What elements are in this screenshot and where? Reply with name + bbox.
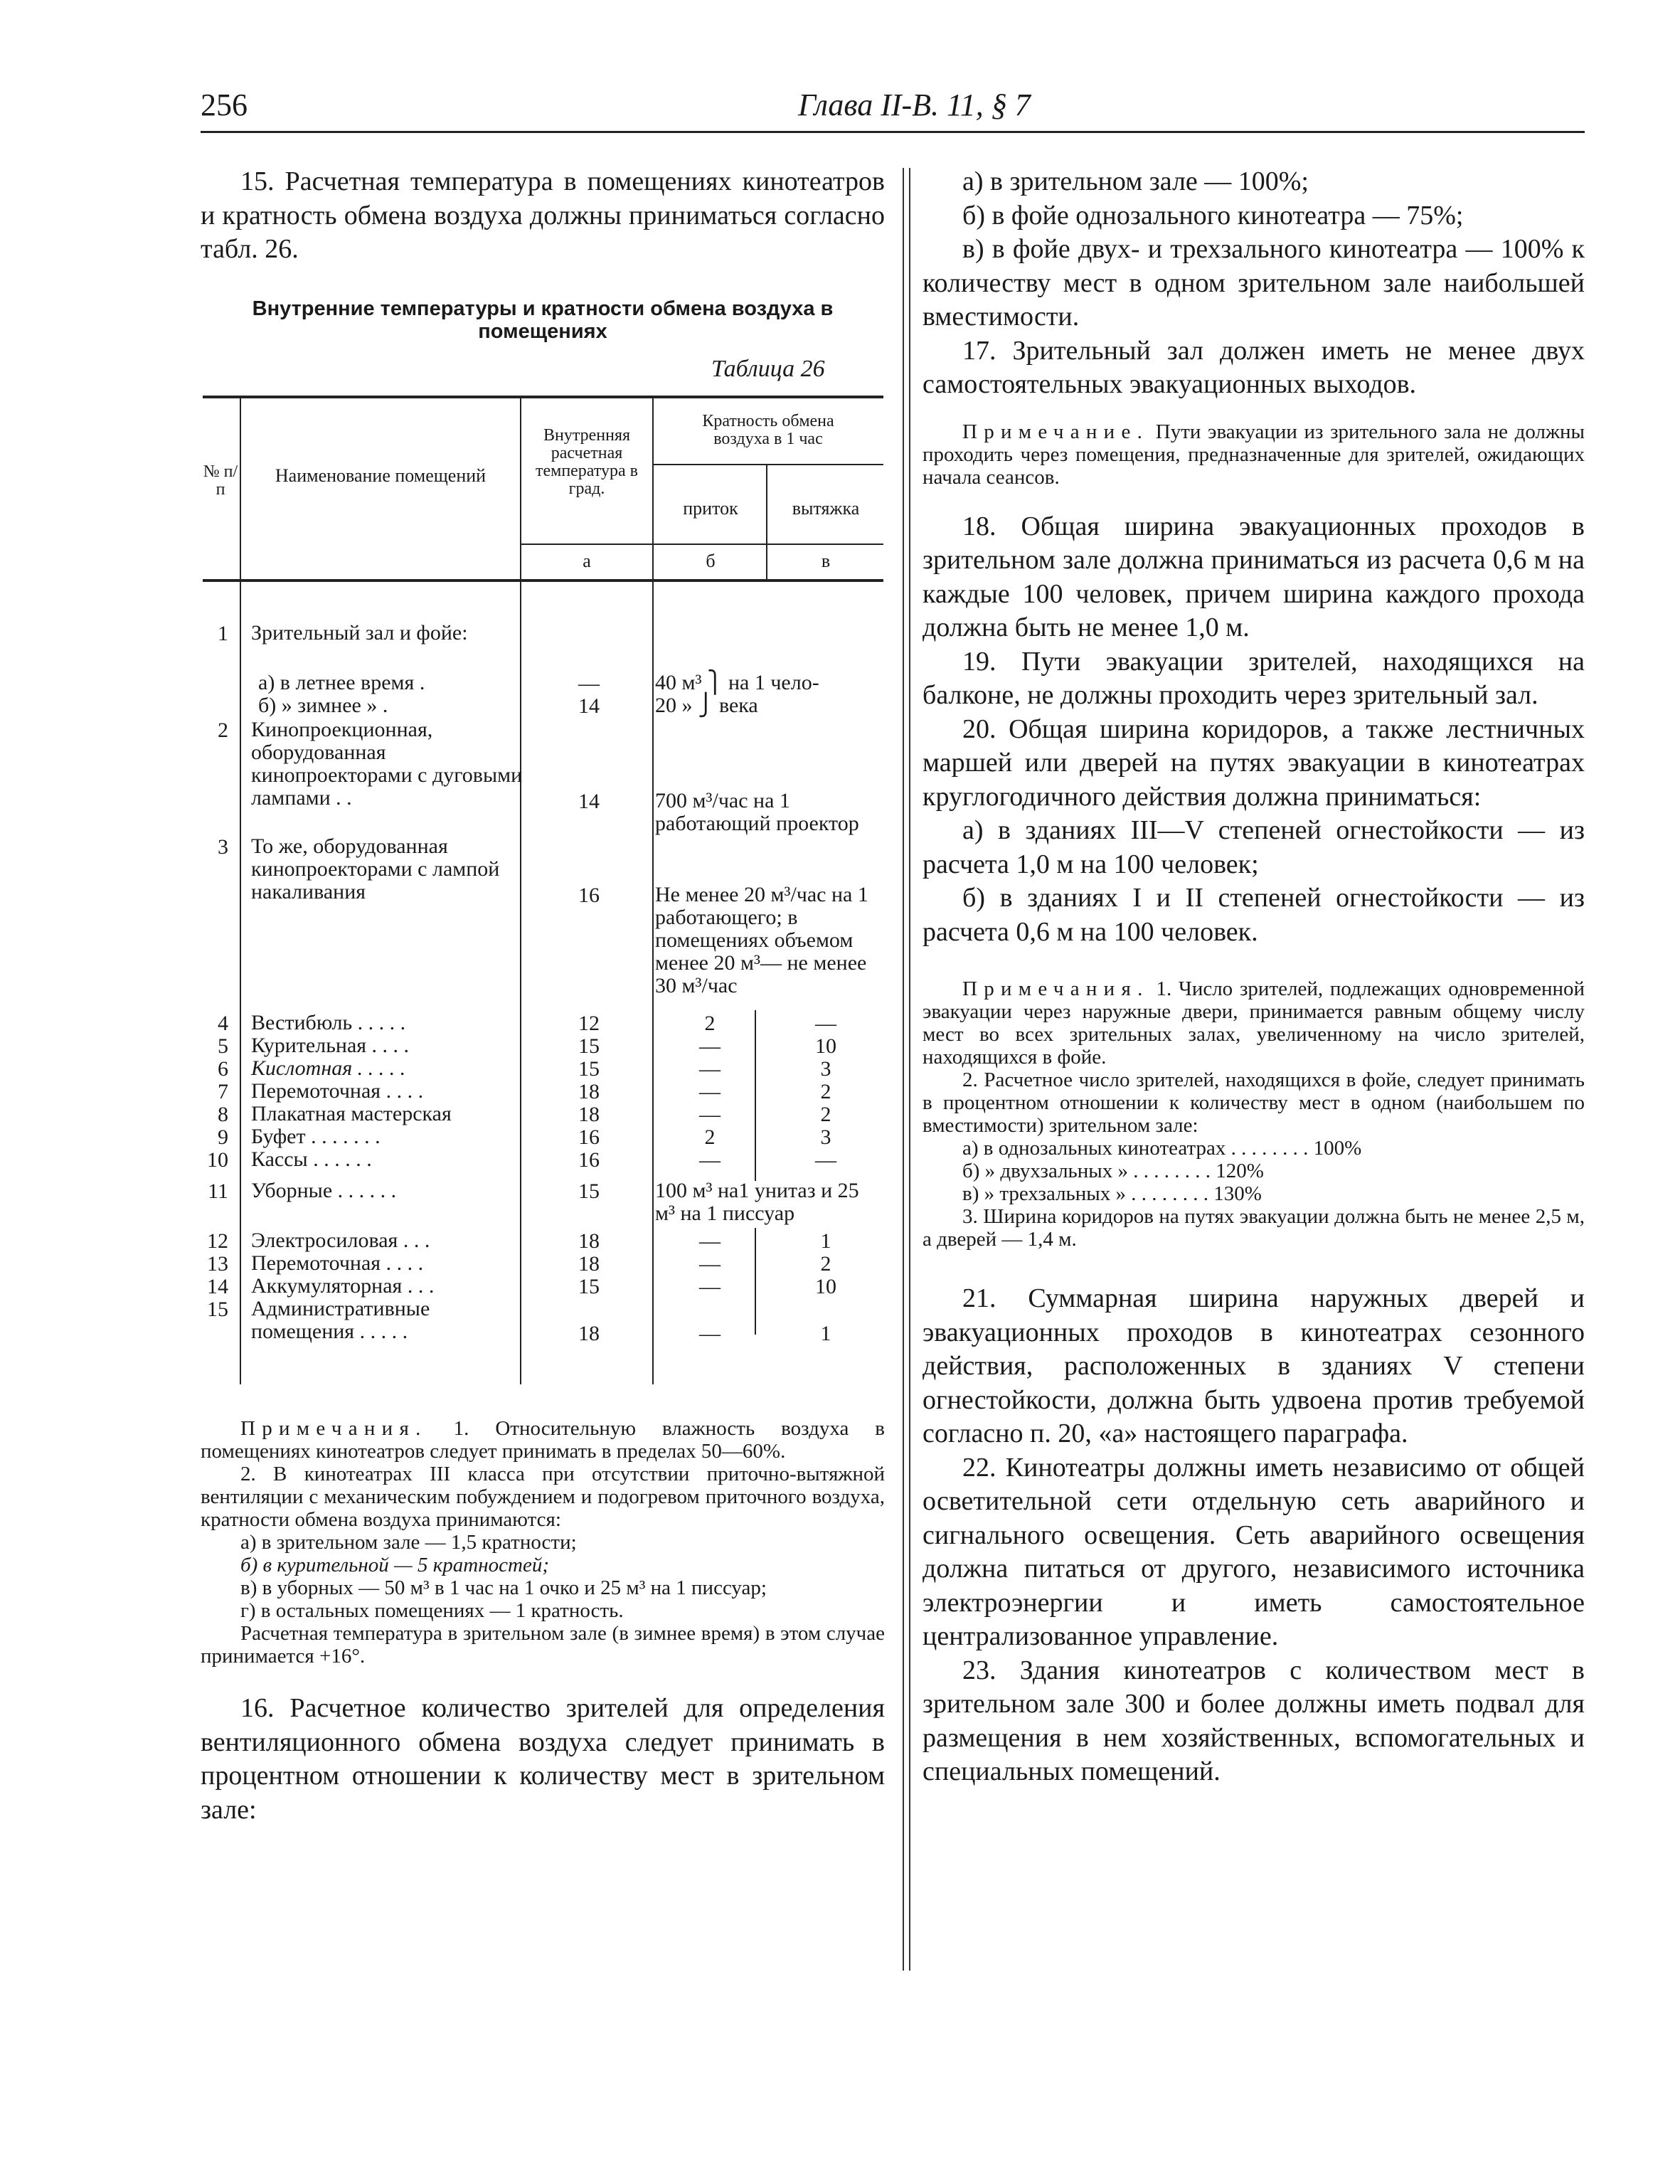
header-supply: приток xyxy=(683,498,738,519)
paragraph-17: 17. Зрительный зал должен иметь не менее двух самостоятельных эвакуационных выходов. xyxy=(923,335,1585,399)
table-header-rule xyxy=(652,464,883,465)
row-number: 14 xyxy=(207,1275,228,1298)
table-26 xyxy=(203,396,883,1406)
note-17 xyxy=(923,420,1585,489)
note-20-2v: в) » трехзальных » . . . . . . . . 130% xyxy=(962,1182,1262,1205)
row-supply: — xyxy=(699,1252,721,1276)
row-number: 7 xyxy=(218,1080,228,1103)
row-name: Перемоточная . . . . xyxy=(251,1079,424,1103)
left-column-bottom xyxy=(201,1417,885,1827)
paragraph-20: 20. Общая ширина коридоров, а также лестничных маршей или дверей на путях эвакуации в кинотеатрах круглогодичного действия должна приниматься: xyxy=(923,714,1585,812)
row-supply: — xyxy=(699,1275,721,1298)
note-20-1 xyxy=(923,977,1585,1069)
row-number: 4 xyxy=(218,1012,228,1035)
paragraph-15: 15. Расчетная температура в помещениях кинотеатров и кратность обмена воздуха должны приниматься согласно табл. 26. xyxy=(201,166,885,264)
row-name: Кислотная . . . . . xyxy=(251,1056,406,1080)
row-name: Кассы . . . . . . xyxy=(251,1147,372,1171)
row-name: Зрительный зал и фойе: xyxy=(251,621,468,645)
note-17-text: Пути эвакуации из зрительного зала не должны проходить через помещения, предназначенные для зрителей, ожидающих начала сеансов. xyxy=(923,420,1585,489)
row-number: 2 xyxy=(218,719,228,742)
row-temp: 15 xyxy=(578,1057,600,1081)
right-column xyxy=(923,165,1585,1789)
row-exhaust: 2 xyxy=(820,1252,831,1276)
column-divider xyxy=(903,168,904,1971)
table-note-2: 2. В кинотеатрах III класса при отсутствии приточно-вытяжной вентиляции с механическим побуждением и подогревом приточного воздуха, кратности обмена воздуха принимаются: xyxy=(201,1463,885,1531)
note-20-2b: б) » двухзальных » . . . . . . . . 120% xyxy=(962,1160,1264,1182)
paragraph-16b: б) в фойе однозального кинотеатра — 75%; xyxy=(962,200,1464,230)
table-note-2a: а) в зрительном зале — 1,5 кратности; xyxy=(240,1531,577,1554)
row-exchange: 40 м³ ⎫ на 1 чело- xyxy=(655,671,819,694)
table-col-rule xyxy=(766,464,767,579)
row-temp: 16 xyxy=(578,884,600,907)
row-number: 6 xyxy=(218,1057,228,1081)
row-name: Электросиловая . . . xyxy=(251,1229,430,1252)
header-exchange: Кратность обмена воздуха в 1 час xyxy=(702,412,834,448)
row-temp: 15 xyxy=(578,1034,600,1058)
row-temp: 16 xyxy=(578,1148,600,1172)
row-temp: 18 xyxy=(578,1080,600,1103)
paragraph-22: 22. Кинотеатры должны иметь независимо от общей осветительной сети отдельную сеть аварийного и сигнального освещения. Сеть аварийного освещения должна питаться от другого, независимого источника электроэнергии и иметь самостоятельное централизованное управление. xyxy=(923,1452,1585,1651)
row-supply: 2 xyxy=(704,1125,716,1149)
row-name: Уборные . . . . . . xyxy=(251,1179,397,1202)
row-number: 12 xyxy=(207,1229,228,1253)
row-name: б) » зимнее » . xyxy=(258,694,388,717)
row-name: Буфет . . . . . . . xyxy=(251,1125,381,1148)
note-20-3: 3. Ширина коридоров на путях эвакуации должна быть не менее 2,5 м, а дверей — 1,4 м. xyxy=(923,1205,1585,1251)
table-top-rule xyxy=(203,396,883,398)
row-name: Административные помещения . . . . . xyxy=(251,1297,430,1343)
row-temp: 15 xyxy=(578,1180,600,1203)
paragraph-18: 18. Общая ширина эвакуационных проходов в зрительном зале должна приниматься из расчета 0,6 м на каждые 100 человек, причем ширина каждого прохода должна быть не менее 1,0 м. xyxy=(923,511,1585,642)
row-number: 11 xyxy=(208,1180,228,1203)
row-number: 5 xyxy=(218,1034,228,1058)
header-no: № п/п xyxy=(203,462,238,499)
row-supply: — xyxy=(699,1034,721,1058)
row-exchange: 20 » ⎭ века xyxy=(655,694,758,717)
header-col-v: в xyxy=(821,551,831,571)
row-temp: 18 xyxy=(578,1229,600,1253)
header-name: Наименование помещений xyxy=(275,465,487,486)
row-temp: 18 xyxy=(578,1252,600,1276)
row-supply: — xyxy=(699,1103,721,1126)
paragraph-16v: в) в фойе двух- и трехзального кинотеатра — 100% к количеству мест в одном зрительном зале наибольшей вместимости. xyxy=(923,234,1585,332)
table-note-2v: в) в уборных — 50 м³ в 1 час на 1 очко и 25 м³ на 1 писсуар; xyxy=(240,1576,767,1599)
paragraph-21: 21. Суммарная ширина наружных дверей и эвакуационных проходов в кинотеатрах сезонного действия, расположенных в зданиях V степени огнестойкости, должна быть удвоена против требуемой согласно п. 20, «а» настоящего параграфа. xyxy=(923,1283,1585,1448)
row-temp: 18 xyxy=(578,1103,600,1126)
note-heading: Примечание. xyxy=(962,420,1149,443)
row-temp: — xyxy=(578,672,600,695)
row-supply: — xyxy=(699,1148,721,1172)
row-exhaust: 1 xyxy=(820,1322,831,1345)
row-temp: 12 xyxy=(578,1012,600,1035)
table-header-rule xyxy=(520,544,883,545)
table-title: Внутренние температуры и кратности обмена воздуха в помещениях xyxy=(252,297,834,343)
header-rule xyxy=(201,131,1585,133)
row-number: 9 xyxy=(218,1125,228,1149)
header-temp: Внутренняя расчетная температура в град. xyxy=(535,426,638,498)
row-exchange: Не менее 20 м³/час на 1 работающего; в помещениях объемом менее 20 м³— не менее 30 м³/час xyxy=(655,883,868,997)
notes-heading: Примечания. xyxy=(962,977,1149,1000)
paragraph-16a: а) в зрительном зале — 100%; xyxy=(962,166,1309,196)
paragraph-16: 16. Расчетное количество зрителей для определения вентиляционного обмена воздуха следует принимать в процентном отношении к количеству мест в зрительном зале: xyxy=(201,1693,885,1825)
row-exhaust: 2 xyxy=(820,1080,831,1103)
row-exhaust: 1 xyxy=(820,1229,831,1253)
row-name: То же, оборудованная кинопроекторами с лампой накаливания xyxy=(251,834,500,903)
paragraph-23: 23. Здания кинотеатров с количеством мест в зрительном зале 300 и более должны иметь подвал для размещения в нем хозяйственных, вспомогательных и специальных помещений. xyxy=(923,1655,1585,1786)
header-col-b: б xyxy=(706,551,716,571)
paragraph-19: 19. Пути эвакуации зрителей, находящихся на балконе, не должны проходить через зрительный зал. xyxy=(923,646,1585,710)
header-col-a: а xyxy=(583,551,591,571)
row-exhaust: 2 xyxy=(820,1103,831,1126)
row-number: 13 xyxy=(207,1252,228,1276)
row-temp: 15 xyxy=(578,1275,600,1298)
row-supply: — xyxy=(699,1229,721,1253)
row-name: Курительная . . . . xyxy=(251,1034,410,1057)
table-note-2g: г) в остальных помещениях — 1 кратность. xyxy=(240,1599,624,1622)
paragraph-20a: а) в зданиях III—V степеней огнестойкости — из расчета 1,0 м на 100 человек; xyxy=(923,815,1585,879)
left-column-top xyxy=(201,165,885,267)
row-exchange: 100 м³ на1 унитаз и 25 м³ на 1 писсуар xyxy=(655,1179,859,1225)
row-temp: 14 xyxy=(578,790,600,813)
table-note-1 xyxy=(201,1417,885,1463)
row-temp: 14 xyxy=(578,694,600,718)
row-supply: 2 xyxy=(704,1012,716,1035)
row-name: Плакатная мастерская xyxy=(251,1102,452,1125)
row-exhaust: 3 xyxy=(820,1057,831,1081)
note-20-2a: а) в однозальных кинотеатрах . . . . . . . . 100% xyxy=(962,1137,1362,1160)
row-exchange: 700 м³/час на 1 работающий проектор xyxy=(655,789,859,835)
row-number: 10 xyxy=(207,1148,228,1172)
row-supply: — xyxy=(699,1057,721,1081)
page-number: 256 xyxy=(201,88,248,122)
paragraph-20b: б) в зданиях I и II степеней огнестойкости — из расчета 0,6 м на 100 человек. xyxy=(923,883,1585,947)
header-exhaust: вытяжка xyxy=(792,498,860,519)
notes-heading: Примечания. xyxy=(240,1417,427,1440)
row-temp: 18 xyxy=(578,1322,600,1345)
table-number: Таблица 26 xyxy=(711,356,825,382)
note-20-1-text: 1. Число зрителей, подлежащих одновременной эвакуации через наружные двери, принимается равным общему числу мест во всех зрительных залах, увеличенному на число зрителей, находящихся в фойе. xyxy=(923,977,1585,1069)
chapter-title: Глава II-В. 11, § 7 xyxy=(798,88,1031,122)
row-number: 8 xyxy=(218,1103,228,1126)
table-head-bottom-rule xyxy=(203,579,883,582)
row-exhaust: — xyxy=(815,1148,836,1172)
row-exhaust: 3 xyxy=(820,1125,831,1149)
row-name: Перемоточная . . . . xyxy=(251,1251,424,1275)
table-col-rule xyxy=(240,396,241,1384)
note-1-text: 1. Относительную влажность воздуха в помещениях кинотеатров следует принимать в пределах 50—60%. xyxy=(201,1417,886,1463)
row-supply: — xyxy=(699,1080,721,1103)
row-name: Кинопроекционная, оборудованная кинопроекторами с дуговыми лампами . . xyxy=(251,718,523,810)
row-temp: 16 xyxy=(578,1125,600,1149)
row-name: Вестибюль . . . . . xyxy=(251,1011,406,1034)
page-header xyxy=(201,87,1585,127)
row-name: а) в летнее время . xyxy=(258,671,425,694)
column-divider xyxy=(909,168,910,1971)
row-exhaust: 10 xyxy=(815,1034,836,1058)
note-20-2: 2. Расчетное число зрителей, находящихся в фойе, следует принимать в процентном отношении к количеству мест в одном (наибольшем по вместимости) зрительном зале: xyxy=(923,1069,1585,1137)
row-number: 15 xyxy=(207,1298,228,1321)
row-exhaust: — xyxy=(815,1012,836,1035)
table-note-2-end: Расчетная температура в зрительном зале (в зимнее время) в этом случае принимается +16°. xyxy=(201,1622,885,1668)
row-name: Аккумуляторная . . . xyxy=(251,1274,435,1298)
row-number: 3 xyxy=(218,835,228,859)
table-note-2b: б) в курительной — 5 кратностей; xyxy=(240,1554,549,1576)
row-exhaust: 10 xyxy=(815,1275,836,1298)
row-supply: — xyxy=(699,1322,721,1345)
row-number: 1 xyxy=(218,622,228,645)
